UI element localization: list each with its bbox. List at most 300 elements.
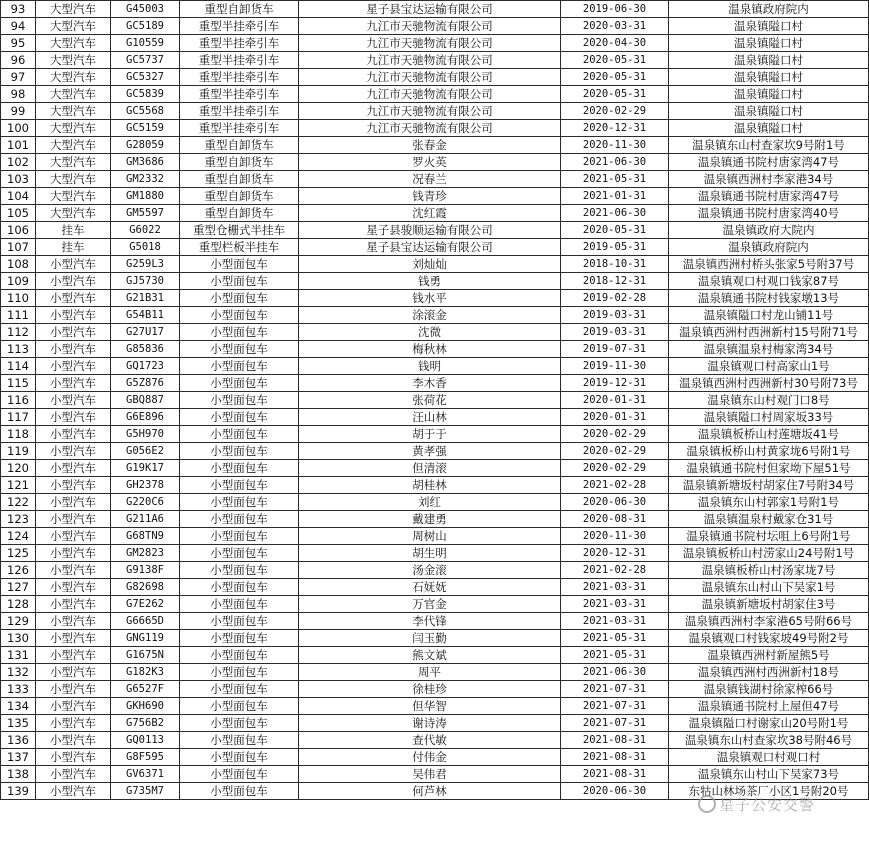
address-cell: 温泉镇通书院村但家坳下屋51号 <box>669 460 869 477</box>
inspection-date-cell: 2020-11-30 <box>561 528 669 545</box>
plate-category-cell: 大型汽车 <box>36 154 111 171</box>
owner-name-cell: 查代敏 <box>299 732 561 749</box>
owner-name-cell: 周平 <box>299 664 561 681</box>
plate-category-cell: 小型汽车 <box>36 766 111 783</box>
vehicle-type-cell: 小型面包车 <box>180 273 299 290</box>
inspection-date-cell: 2018-12-31 <box>561 273 669 290</box>
owner-name-cell: 沈微 <box>299 324 561 341</box>
plate-category-cell: 小型汽车 <box>36 613 111 630</box>
row-number-cell: 123 <box>1 511 36 528</box>
plate-category-cell: 小型汽车 <box>36 630 111 647</box>
row-number-cell: 131 <box>1 647 36 664</box>
plate-number-cell: G6665D <box>111 613 180 630</box>
inspection-date-cell: 2019-11-30 <box>561 358 669 375</box>
table-row <box>1 681 869 698</box>
row-number-cell: 111 <box>1 307 36 324</box>
address-cell: 温泉镇东山村山下吴家73号 <box>669 766 869 783</box>
address-cell: 东牯山林场茶厂小区1号附20号 <box>669 783 869 800</box>
vehicle-type-cell: 重型自卸货车 <box>180 188 299 205</box>
address-cell: 温泉镇东山村郭家1号附1号 <box>669 494 869 511</box>
owner-name-cell: 沈红霞 <box>299 205 561 222</box>
address-cell: 温泉镇东山村查家坎9号附1号 <box>669 137 869 154</box>
vehicle-type-cell: 重型自卸货车 <box>180 205 299 222</box>
vehicle-type-cell: 小型面包车 <box>180 545 299 562</box>
inspection-date-cell: 2021-03-31 <box>561 596 669 613</box>
inspection-date-cell: 2021-07-31 <box>561 698 669 715</box>
plate-number-cell: GQ0113 <box>111 732 180 749</box>
row-number-cell: 106 <box>1 222 36 239</box>
owner-name-cell: 星子县宝达运输有限公司 <box>299 239 561 256</box>
inspection-date-cell: 2021-02-28 <box>561 477 669 494</box>
plate-category-cell: 小型汽车 <box>36 477 111 494</box>
plate-category-cell: 小型汽车 <box>36 273 111 290</box>
plate-number-cell: G259L3 <box>111 256 180 273</box>
address-cell: 温泉镇西洲村新屋熊5号 <box>669 647 869 664</box>
vehicle-type-cell: 小型面包车 <box>180 477 299 494</box>
vehicle-type-cell: 小型面包车 <box>180 579 299 596</box>
row-number-cell: 119 <box>1 443 36 460</box>
plate-number-cell: GC5737 <box>111 52 180 69</box>
address-cell: 温泉镇政府院内 <box>669 239 869 256</box>
vehicle-type-cell: 重型半挂牵引车 <box>180 120 299 137</box>
owner-name-cell: 但清滚 <box>299 460 561 477</box>
inspection-date-cell: 2021-02-28 <box>561 562 669 579</box>
inspection-date-cell: 2021-06-30 <box>561 154 669 171</box>
plate-category-cell: 小型汽车 <box>36 375 111 392</box>
plate-number-cell: G54B11 <box>111 307 180 324</box>
vehicle-type-cell: 小型面包车 <box>180 698 299 715</box>
owner-name-cell: 九江市天驰物流有限公司 <box>299 52 561 69</box>
row-number-cell: 126 <box>1 562 36 579</box>
owner-name-cell: 九江市天驰物流有限公司 <box>299 103 561 120</box>
row-number-cell: 122 <box>1 494 36 511</box>
inspection-date-cell: 2021-06-30 <box>561 205 669 222</box>
plate-number-cell: GQ1723 <box>111 358 180 375</box>
address-cell: 温泉镇隘口村 <box>669 120 869 137</box>
inspection-date-cell: 2020-08-31 <box>561 511 669 528</box>
table-row <box>1 715 869 732</box>
owner-name-cell: 九江市天驰物流有限公司 <box>299 120 561 137</box>
row-number-cell: 128 <box>1 596 36 613</box>
vehicle-type-cell: 小型面包车 <box>180 528 299 545</box>
inspection-date-cell: 2021-07-31 <box>561 681 669 698</box>
row-number-cell: 104 <box>1 188 36 205</box>
plate-number-cell: G6022 <box>111 222 180 239</box>
plate-category-cell: 大型汽车 <box>36 1 111 18</box>
row-number-cell: 102 <box>1 154 36 171</box>
plate-category-cell: 小型汽车 <box>36 358 111 375</box>
vehicle-type-cell: 重型半挂牵引车 <box>180 86 299 103</box>
plate-number-cell: GM1880 <box>111 188 180 205</box>
address-cell: 温泉镇新塘坂村胡家住7号附34号 <box>669 477 869 494</box>
address-cell: 温泉镇隘口村 <box>669 103 869 120</box>
vehicle-type-cell: 重型仓栅式半挂车 <box>180 222 299 239</box>
plate-category-cell: 小型汽车 <box>36 392 111 409</box>
table-row <box>1 18 869 35</box>
owner-name-cell: 李代锋 <box>299 613 561 630</box>
plate-category-cell: 小型汽车 <box>36 698 111 715</box>
vehicle-type-cell: 小型面包车 <box>180 732 299 749</box>
table-row <box>1 341 869 358</box>
row-number-cell: 136 <box>1 732 36 749</box>
plate-number-cell: G45003 <box>111 1 180 18</box>
owner-name-cell: 况春兰 <box>299 171 561 188</box>
table-row <box>1 205 869 222</box>
vehicle-type-cell: 小型面包车 <box>180 596 299 613</box>
table-row <box>1 664 869 681</box>
table-row <box>1 766 869 783</box>
plate-category-cell: 小型汽车 <box>36 443 111 460</box>
owner-name-cell: 戴建勇 <box>299 511 561 528</box>
vehicle-type-cell: 小型面包车 <box>180 766 299 783</box>
inspection-date-cell: 2019-06-30 <box>561 1 669 18</box>
table-row <box>1 528 869 545</box>
row-number-cell: 108 <box>1 256 36 273</box>
owner-name-cell: 九江市天驰物流有限公司 <box>299 18 561 35</box>
inspection-date-cell: 2020-05-31 <box>561 86 669 103</box>
plate-number-cell: GC5327 <box>111 69 180 86</box>
plate-number-cell: GC5189 <box>111 18 180 35</box>
owner-name-cell: 九江市天驰物流有限公司 <box>299 86 561 103</box>
plate-number-cell: G9138F <box>111 562 180 579</box>
address-cell: 温泉镇东山村观门口8号 <box>669 392 869 409</box>
table-row <box>1 698 869 715</box>
owner-name-cell: 九江市天驰物流有限公司 <box>299 69 561 86</box>
inspection-date-cell: 2020-03-31 <box>561 18 669 35</box>
row-number-cell: 134 <box>1 698 36 715</box>
table-row <box>1 103 869 120</box>
vehicle-type-cell: 小型面包车 <box>180 562 299 579</box>
vehicle-type-cell: 小型面包车 <box>180 511 299 528</box>
plate-number-cell: G8F595 <box>111 749 180 766</box>
owner-name-cell: 钱勇 <box>299 273 561 290</box>
owner-name-cell: 熊文斌 <box>299 647 561 664</box>
address-cell: 温泉镇西洲村西洲新村15号附71号 <box>669 324 869 341</box>
row-number-cell: 107 <box>1 239 36 256</box>
vehicle-type-cell: 重型半挂牵引车 <box>180 103 299 120</box>
inspection-date-cell: 2020-02-29 <box>561 103 669 120</box>
address-cell: 温泉镇温泉村梅家湾34号 <box>669 341 869 358</box>
row-number-cell: 94 <box>1 18 36 35</box>
plate-category-cell: 小型汽车 <box>36 545 111 562</box>
plate-category-cell: 小型汽车 <box>36 307 111 324</box>
plate-category-cell: 小型汽车 <box>36 528 111 545</box>
plate-category-cell: 大型汽车 <box>36 188 111 205</box>
vehicle-type-cell: 小型面包车 <box>180 443 299 460</box>
address-cell: 温泉镇隘口村龙山铺11号 <box>669 307 869 324</box>
plate-category-cell: 小型汽车 <box>36 426 111 443</box>
inspection-date-cell: 2020-12-31 <box>561 545 669 562</box>
table-row <box>1 1 869 18</box>
table-row <box>1 256 869 273</box>
table-row <box>1 460 869 477</box>
owner-name-cell: 胡于于 <box>299 426 561 443</box>
plate-number-cell: G220C6 <box>111 494 180 511</box>
row-number-cell: 101 <box>1 137 36 154</box>
inspection-date-cell: 2019-07-31 <box>561 341 669 358</box>
table-row <box>1 239 869 256</box>
address-cell: 温泉镇观口村高家山1号 <box>669 358 869 375</box>
plate-number-cell: G82698 <box>111 579 180 596</box>
table-row <box>1 630 869 647</box>
address-cell: 温泉镇通书院村上屋但47号 <box>669 698 869 715</box>
plate-category-cell: 大型汽车 <box>36 86 111 103</box>
vehicle-type-cell: 小型面包车 <box>180 783 299 800</box>
address-cell: 温泉镇观口村观口村 <box>669 749 869 766</box>
vehicle-type-cell: 小型面包车 <box>180 409 299 426</box>
row-number-cell: 112 <box>1 324 36 341</box>
vehicle-type-cell: 小型面包车 <box>180 358 299 375</box>
inspection-date-cell: 2020-06-30 <box>561 783 669 800</box>
table-row <box>1 375 869 392</box>
table-row <box>1 409 869 426</box>
vehicle-type-cell: 小型面包车 <box>180 324 299 341</box>
table-row <box>1 35 869 52</box>
vehicle-type-cell: 小型面包车 <box>180 494 299 511</box>
table-row <box>1 426 869 443</box>
address-cell: 温泉镇西洲村李家港34号 <box>669 171 869 188</box>
vehicle-type-cell: 小型面包车 <box>180 749 299 766</box>
owner-name-cell: 钱青珍 <box>299 188 561 205</box>
plate-category-cell: 小型汽车 <box>36 647 111 664</box>
vehicle-type-cell: 重型栏板半挂车 <box>180 239 299 256</box>
table-row <box>1 69 869 86</box>
owner-name-cell: 涂滚金 <box>299 307 561 324</box>
plate-category-cell: 小型汽车 <box>36 494 111 511</box>
address-cell: 温泉镇板桥山村涝家山24号附1号 <box>669 545 869 562</box>
address-cell: 温泉镇隘口村 <box>669 35 869 52</box>
plate-number-cell: G5H970 <box>111 426 180 443</box>
row-number-cell: 93 <box>1 1 36 18</box>
vehicle-type-cell: 小型面包车 <box>180 664 299 681</box>
address-cell: 温泉镇新塘坂村胡家住3号 <box>669 596 869 613</box>
inspection-date-cell: 2020-02-29 <box>561 426 669 443</box>
owner-name-cell: 钱水平 <box>299 290 561 307</box>
row-number-cell: 99 <box>1 103 36 120</box>
address-cell: 温泉镇西洲村西洲新村30号附73号 <box>669 375 869 392</box>
plate-category-cell: 挂车 <box>36 239 111 256</box>
vehicle-type-cell: 小型面包车 <box>180 647 299 664</box>
plate-number-cell: G6527F <box>111 681 180 698</box>
plate-category-cell: 大型汽车 <box>36 69 111 86</box>
plate-number-cell: GM2332 <box>111 171 180 188</box>
row-number-cell: 132 <box>1 664 36 681</box>
owner-name-cell: 吴伟君 <box>299 766 561 783</box>
inspection-date-cell: 2021-08-31 <box>561 766 669 783</box>
vehicle-type-cell: 小型面包车 <box>180 630 299 647</box>
plate-category-cell: 小型汽车 <box>36 256 111 273</box>
vehicle-type-cell: 小型面包车 <box>180 290 299 307</box>
table-row <box>1 511 869 528</box>
plate-number-cell: G21B31 <box>111 290 180 307</box>
vehicle-type-cell: 重型半挂牵引车 <box>180 35 299 52</box>
row-number-cell: 117 <box>1 409 36 426</box>
plate-number-cell: GH2378 <box>111 477 180 494</box>
row-number-cell: 138 <box>1 766 36 783</box>
plate-number-cell: G27U17 <box>111 324 180 341</box>
plate-number-cell: G68TN9 <box>111 528 180 545</box>
plate-category-cell: 小型汽车 <box>36 749 111 766</box>
plate-category-cell: 大型汽车 <box>36 171 111 188</box>
address-cell: 温泉镇隘口村 <box>669 52 869 69</box>
inspection-date-cell: 2021-05-31 <box>561 171 669 188</box>
inspection-date-cell: 2021-05-31 <box>561 630 669 647</box>
owner-name-cell: 胡生明 <box>299 545 561 562</box>
address-cell: 温泉镇东山村山下吴家1号 <box>669 579 869 596</box>
plate-category-cell: 挂车 <box>36 222 111 239</box>
inspection-date-cell: 2020-04-30 <box>561 35 669 52</box>
inspection-date-cell: 2021-06-30 <box>561 664 669 681</box>
owner-name-cell: 但华智 <box>299 698 561 715</box>
plate-category-cell: 小型汽车 <box>36 732 111 749</box>
table-row <box>1 154 869 171</box>
address-cell: 温泉镇东山村查家坎38号附46号 <box>669 732 869 749</box>
inspection-date-cell: 2021-05-31 <box>561 647 669 664</box>
plate-category-cell: 大型汽车 <box>36 18 111 35</box>
plate-number-cell: GC5159 <box>111 120 180 137</box>
inspection-date-cell: 2021-01-31 <box>561 188 669 205</box>
plate-number-cell: GBQ887 <box>111 392 180 409</box>
plate-category-cell: 小型汽车 <box>36 579 111 596</box>
inspection-date-cell: 2021-08-31 <box>561 732 669 749</box>
row-number-cell: 110 <box>1 290 36 307</box>
table-row <box>1 494 869 511</box>
row-number-cell: 120 <box>1 460 36 477</box>
plate-number-cell: G7E262 <box>111 596 180 613</box>
row-number-cell: 130 <box>1 630 36 647</box>
inspection-date-cell: 2019-03-31 <box>561 324 669 341</box>
address-cell: 温泉镇板桥山村汤家垅7号 <box>669 562 869 579</box>
row-number-cell: 113 <box>1 341 36 358</box>
row-number-cell: 114 <box>1 358 36 375</box>
inspection-date-cell: 2019-03-31 <box>561 307 669 324</box>
plate-number-cell: G211A6 <box>111 511 180 528</box>
row-number-cell: 135 <box>1 715 36 732</box>
table-row <box>1 358 869 375</box>
table-row <box>1 222 869 239</box>
owner-name-cell: 周树山 <box>299 528 561 545</box>
owner-name-cell: 星子县骏顺运输有限公司 <box>299 222 561 239</box>
vehicle-type-cell: 重型自卸货车 <box>180 171 299 188</box>
plate-category-cell: 小型汽车 <box>36 324 111 341</box>
plate-number-cell: GNG119 <box>111 630 180 647</box>
owner-name-cell: 胡桂林 <box>299 477 561 494</box>
address-cell: 温泉镇政府院内 <box>669 1 869 18</box>
plate-category-cell: 小型汽车 <box>36 460 111 477</box>
plate-number-cell: G5Z876 <box>111 375 180 392</box>
plate-number-cell: GJ5730 <box>111 273 180 290</box>
plate-category-cell: 小型汽车 <box>36 681 111 698</box>
table-row <box>1 545 869 562</box>
table-body <box>1 1 869 800</box>
address-cell: 温泉镇观口村钱家坡49号附2号 <box>669 630 869 647</box>
vehicle-type-cell: 小型面包车 <box>180 307 299 324</box>
row-number-cell: 116 <box>1 392 36 409</box>
vehicle-type-cell: 重型自卸货车 <box>180 154 299 171</box>
table-row <box>1 324 869 341</box>
table-row <box>1 579 869 596</box>
address-cell: 温泉镇隘口村周家坂33号 <box>669 409 869 426</box>
address-cell: 温泉镇政府大院内 <box>669 222 869 239</box>
inspection-date-cell: 2020-02-29 <box>561 460 669 477</box>
table-row <box>1 307 869 324</box>
inspection-date-cell: 2020-12-31 <box>561 120 669 137</box>
row-number-cell: 100 <box>1 120 36 137</box>
row-number-cell: 137 <box>1 749 36 766</box>
plate-number-cell: GM5597 <box>111 205 180 222</box>
inspection-date-cell: 2020-05-31 <box>561 222 669 239</box>
row-number-cell: 98 <box>1 86 36 103</box>
table-row <box>1 188 869 205</box>
owner-name-cell: 九江市天驰物流有限公司 <box>299 35 561 52</box>
address-cell: 温泉镇通书院村唐家湾47号 <box>669 188 869 205</box>
address-cell: 温泉镇温泉村戴家仓31号 <box>669 511 869 528</box>
table-row <box>1 86 869 103</box>
address-cell: 温泉镇西洲村桥头张家5号附37号 <box>669 256 869 273</box>
inspection-date-cell: 2019-02-28 <box>561 290 669 307</box>
address-cell: 温泉镇通书院村唐家湾47号 <box>669 154 869 171</box>
owner-name-cell: 付伟金 <box>299 749 561 766</box>
row-number-cell: 96 <box>1 52 36 69</box>
table-row <box>1 477 869 494</box>
table-row <box>1 273 869 290</box>
vehicle-type-cell: 重型半挂牵引车 <box>180 69 299 86</box>
plate-category-cell: 小型汽车 <box>36 664 111 681</box>
address-cell: 温泉镇西洲村李家港65号附66号 <box>669 613 869 630</box>
row-number-cell: 139 <box>1 783 36 800</box>
vehicle-type-cell: 小型面包车 <box>180 681 299 698</box>
owner-name-cell: 闫玉勤 <box>299 630 561 647</box>
vehicle-type-cell: 小型面包车 <box>180 375 299 392</box>
owner-name-cell: 钱明 <box>299 358 561 375</box>
owner-name-cell: 黄孝强 <box>299 443 561 460</box>
plate-category-cell: 小型汽车 <box>36 715 111 732</box>
address-cell: 温泉镇通书院村钱家墩13号 <box>669 290 869 307</box>
inspection-date-cell: 2021-03-31 <box>561 579 669 596</box>
address-cell: 温泉镇隘口村 <box>669 69 869 86</box>
owner-name-cell: 徐桂珍 <box>299 681 561 698</box>
table-row <box>1 120 869 137</box>
address-cell: 温泉镇隘口村 <box>669 86 869 103</box>
row-number-cell: 109 <box>1 273 36 290</box>
owner-name-cell: 谢诗涛 <box>299 715 561 732</box>
table-row <box>1 783 869 800</box>
plate-number-cell: G10559 <box>111 35 180 52</box>
address-cell: 温泉镇西洲村西洲新村18号 <box>669 664 869 681</box>
plate-category-cell: 小型汽车 <box>36 783 111 800</box>
plate-category-cell: 小型汽车 <box>36 511 111 528</box>
owner-name-cell: 石妩妩 <box>299 579 561 596</box>
plate-number-cell: G756B2 <box>111 715 180 732</box>
row-number-cell: 124 <box>1 528 36 545</box>
vehicle-type-cell: 小型面包车 <box>180 613 299 630</box>
address-cell: 温泉镇钱湖村徐家榨66号 <box>669 681 869 698</box>
owner-name-cell: 张荷花 <box>299 392 561 409</box>
vehicle-type-cell: 重型半挂牵引车 <box>180 52 299 69</box>
owner-name-cell: 李木香 <box>299 375 561 392</box>
row-number-cell: 103 <box>1 171 36 188</box>
inspection-date-cell: 2020-11-30 <box>561 137 669 154</box>
inspection-date-cell: 2018-10-31 <box>561 256 669 273</box>
table-row <box>1 749 869 766</box>
owner-name-cell: 刘灿灿 <box>299 256 561 273</box>
owner-name-cell: 星子县宝达运输有限公司 <box>299 1 561 18</box>
owner-name-cell: 罗火英 <box>299 154 561 171</box>
row-number-cell: 115 <box>1 375 36 392</box>
owner-name-cell: 刘红 <box>299 494 561 511</box>
table-row <box>1 562 869 579</box>
plate-category-cell: 小型汽车 <box>36 341 111 358</box>
